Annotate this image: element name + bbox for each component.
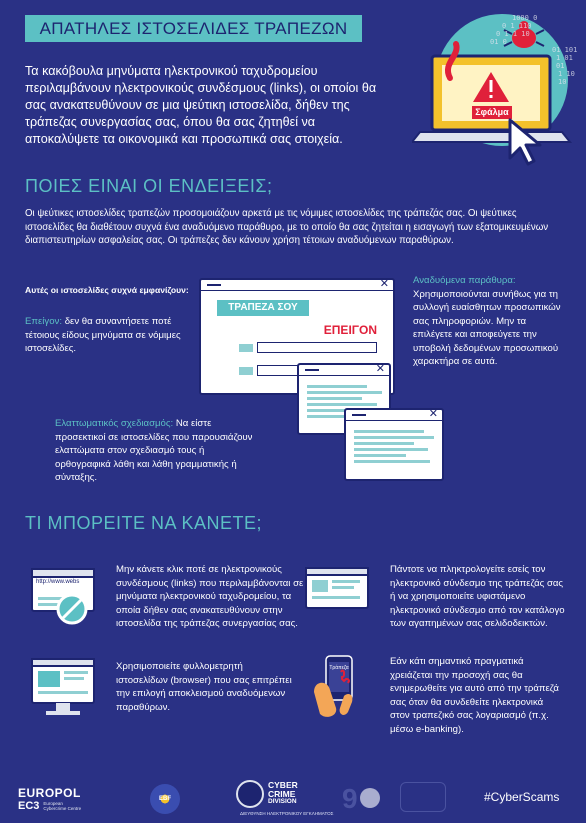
cybercrime-emblem-icon	[236, 780, 264, 808]
anniversary-logo	[342, 782, 382, 812]
popup-text: Χρησιμοποιούνται συνήθως για τη συλλογή ευαίσθητων προσωπικών σας πληροφοριών. Μην τα επιλέγετε και αποφεύγετε την υποβολή δεδομένων προσωπικού χαρακτήρα σε αυτά.	[413, 288, 561, 367]
europol-wordmark: EUROPOL	[18, 786, 81, 800]
urgent-text: δεν θα συναντήσετε ποτέ τέτοιους είδους μηνύματα σε νόμιμες ιστοσελίδες.	[25, 316, 181, 354]
design-note	[55, 417, 255, 485]
ebf-wordmark: EBF	[159, 796, 171, 802]
cybercrime-logo	[236, 780, 298, 808]
window-titlebar	[201, 280, 393, 291]
often-label: Αυτές οι ιστοσελίδες συχνά εμφανίζουν:	[25, 285, 189, 295]
cybercrime-wordmark: CYBER CRIME DIVISION	[268, 780, 298, 806]
error-label: Σφάλμα	[475, 107, 509, 117]
phone-call-icon	[308, 652, 368, 722]
bank-tag: ΤΡΑΠΕΖΑ ΣΟΥ	[217, 300, 309, 316]
popup-label: Αναδυόμενα παράθυρα:	[413, 275, 516, 286]
design-label: Ελαττωματικός σχεδιασμός:	[55, 418, 174, 429]
no-link-icon	[30, 567, 100, 627]
hero-illustration	[412, 8, 582, 178]
close-icon: ✕	[379, 278, 389, 290]
tip4-text: Εάν κάτι σημαντικό πραγματικά χρειάζεται την προσοχή σας θα ενημερωθείτε για αυτό από την τράπεζά σας όταν θα συνδεθείτε ηλεκτρονικά στον τραπεζικό σας λογαριασμό (π.χ. μέσω e-banking).	[390, 656, 559, 735]
page-title: ΑΠΑΤΗΛΕΣ ΙΣΤΟΣΕΛΙΔΕΣ ΤΡΑΠΕΖΩΝ	[25, 15, 362, 42]
browser-icon	[30, 657, 98, 719]
popup-window-2	[344, 408, 444, 481]
police-logo	[400, 782, 446, 812]
signs-paragraph: Οι ψεύτικες ιστοσελίδες τραπεζών προσομοιάζουν αρκετά με τις νόμιμες ιστοσελίδες της τράπεζάς σας. Οι ψεύτικες ιστοσελίδες θα διαθέτουν συχνά ένα αναδυόμενο παράθυρο, με το οποίο θα σας ζητείται η εισαγωγή των εξατομικευμένων διαπιστευτηρίων ασφαλείας σας. Οι τράπεζες δεν κάνουν χρήση τέτοιων αναδυόμενων παραθύρων.	[25, 208, 549, 246]
fake-input-1	[239, 344, 253, 352]
fake-input-2	[239, 367, 253, 375]
ec3-sub: European Cybercrime Centre	[43, 801, 82, 811]
close-icon: ✕	[428, 408, 438, 420]
type-url-icon	[304, 566, 372, 618]
ec3-wordmark: EC3	[18, 800, 40, 812]
popup-note	[413, 274, 563, 369]
design-text: Να είστε προσεκτικοί σε ιστοσελίδες που παρουσιάζουν ελαττώματα στον σχεδιασμό τους ή ορθογραφικά λάθη και λάθη γραμματικής ή σύνταξης.	[55, 418, 253, 483]
tip1-url: http://www.webs	[36, 579, 80, 585]
urgent-label: Επείγον:	[25, 316, 63, 327]
footer	[0, 770, 586, 823]
urgent-note	[25, 315, 187, 356]
tip2-text: Πάντοτε να πληκτρολογείτε εσείς τον ηλεκτρονικό σύνδεσμο της τράπεζάς σας ή να χρησιμοποιείτε υφιστάμενο ηλεκτρονικό σύνδεσμο από τον κατάλογο των αγαπημένων σας σελιδοδεικτών.	[390, 564, 565, 629]
tip1-text: Μην κάνετε κλικ ποτέ σε ηλεκτρονικούς συνδέσμους (links) που περιλαμβάνονται σε μηνύματα ηλεκτρονικού ταχυδρομείου, τα οποία δήθεν σας ανακατευθύνουν στην ιστοσελίδα της τράπεζας συνεργασίας σας.	[116, 564, 304, 629]
tip3-text: Χρησιμοποιείτε φυλλομετρητή ιστοσελίδων (browser) που σας επιτρέπει την επιλογή αποκλεισμού αναδυόμενων παραθύρων.	[116, 661, 292, 713]
binary-digits: 1000 0 0 1 110 0 1 1 10 01 0 01 101 1 01 01 1 10 10	[490, 14, 578, 86]
signs-heading: ΠΟΙΕΣ ΕΙΝΑΙ ΟΙ ΕΝΔΕΙΞΕΙΣ;	[25, 176, 273, 196]
ebf-logo	[150, 784, 180, 814]
hashtag: #CyberScams	[484, 790, 560, 804]
intro-text: Τα κακόβουλα μηνύματα ηλεκτρονικού ταχυδρομείου περιλαμβάνουν ηλεκτρονικούς συνδέσμους (links), οι οποίοι θα σας ανακατευθύνουν σε μια ψεύτικη ιστοσελίδα, δήθεν της τράπεζας συνεργασίας σας, όπου θα σας ζητηθεί να αποκαλύψετε τα οικονομικά και προσωπικά σας στοιχεία.	[25, 64, 377, 146]
urgent-tag: ΕΠΕΙΓΟΝ	[323, 323, 377, 337]
ec3-row	[18, 800, 83, 812]
actions-heading: ΤΙ ΜΠΟΡΕΙΤΕ ΝΑ ΚΑΝΕΤΕ;	[25, 513, 263, 533]
close-icon: ✕	[375, 363, 385, 375]
europol-logo	[18, 786, 83, 812]
fake-input-1-field	[257, 342, 377, 353]
phone-label: Τράπεζα	[329, 665, 349, 671]
cybercrime-sub: ΔΙΕΥΘΥΝΣΗ ΗΛΕΚΤΡΟΝΙΚΟΥ ΕΓΚΛΗΜΑΤΟΣ	[240, 811, 334, 816]
svg-text:9: 9	[342, 783, 358, 812]
